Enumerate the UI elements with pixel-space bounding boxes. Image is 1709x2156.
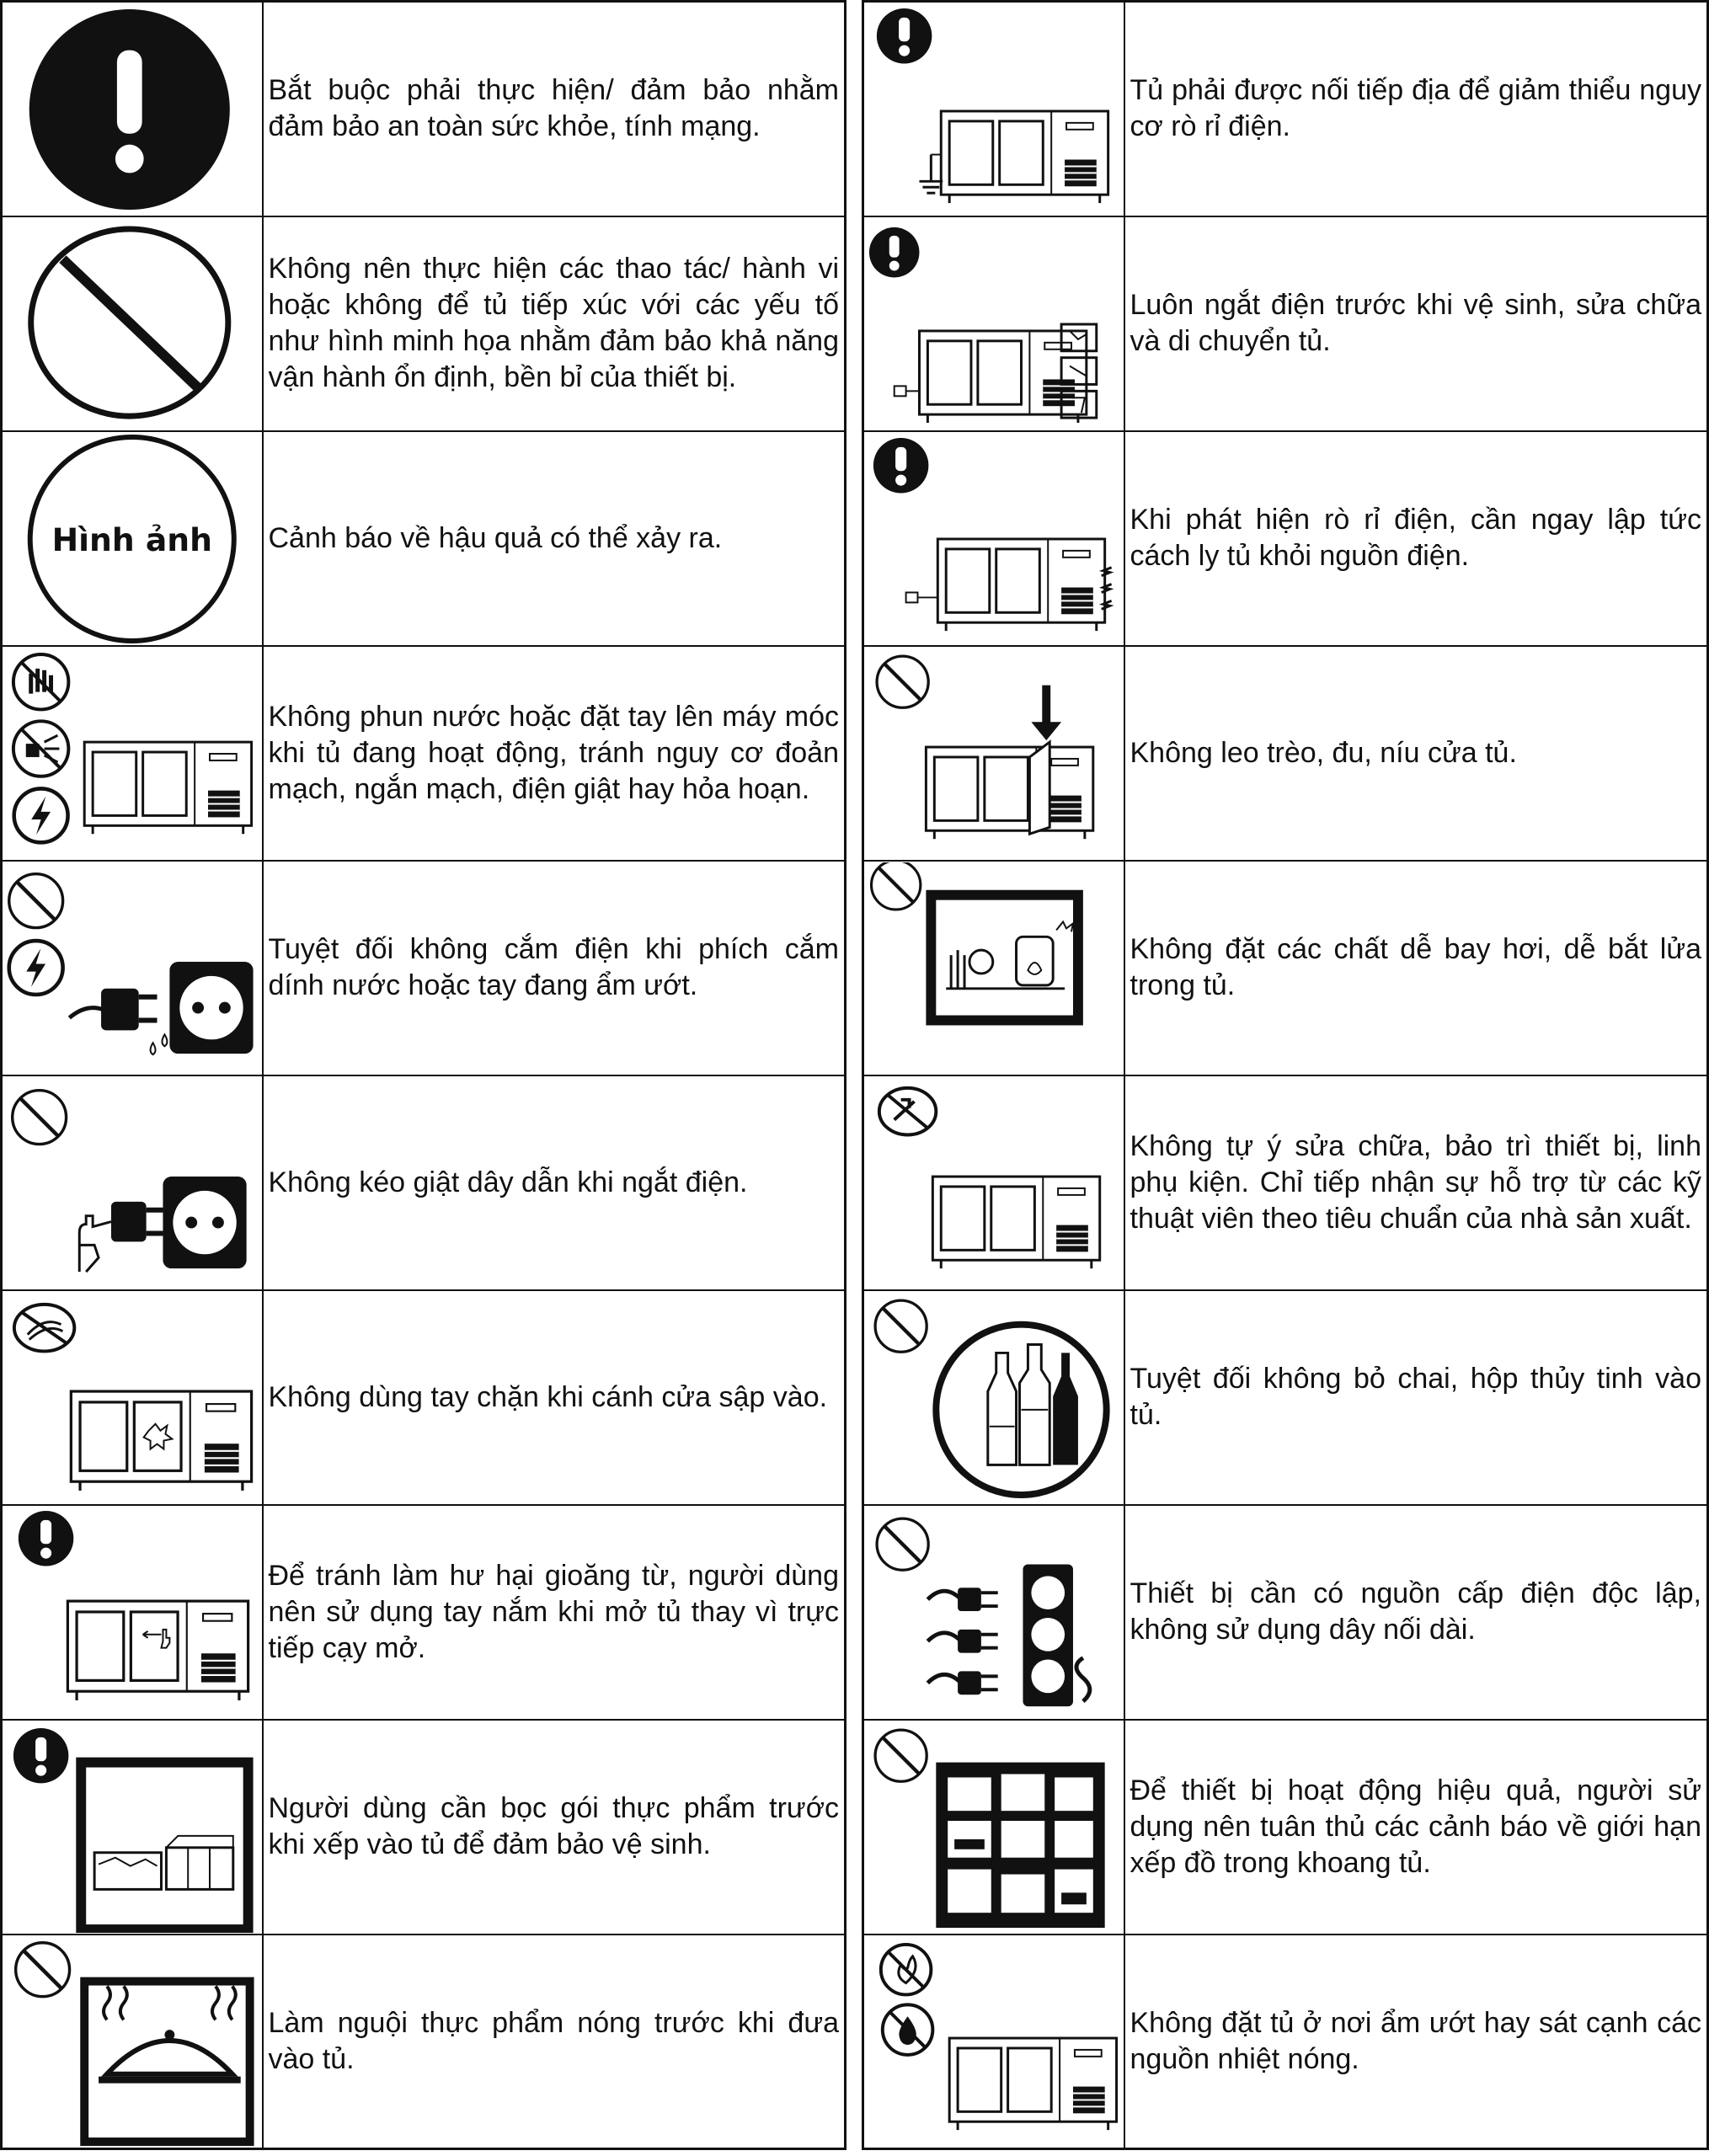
safety-row [863,1505,1708,1720]
safety-description: Tuyệt đối không cắm điện khi phích cắm dính nước hoặc tay đang ẩm ướt. [268,933,839,1001]
safety-description: Không leo trèo, đu, níu cửa tủ. [1130,736,1517,769]
icon-cell [2,2,263,216]
icon-cell [2,1720,263,1935]
text-cell [263,646,846,861]
safety-row [2,1720,846,1935]
unplug-maintenance-icon [864,218,1124,430]
safety-row [863,431,1708,646]
safety-row [2,1075,846,1290]
mandatory-icon [3,3,262,215]
safety-description: Không dùng tay chặn khi cánh cửa sập vào. [268,1380,828,1413]
text-cell [263,431,846,646]
icon-cell [2,861,263,1075]
safety-description: Để tránh làm hư hại gioăng từ, người dùng nên sử dụng tay nắm khi mở tủ thay vì trực tiếp cạy mở. [268,1559,839,1664]
door-handle-icon [3,1507,262,1718]
safety-row [2,216,846,431]
safety-row [863,216,1708,431]
grounding-icon [864,3,1124,215]
safety-row [863,1075,1708,1290]
pull-cord-icon [3,1077,262,1289]
icon-cell [863,1720,1124,1935]
safety-row [2,1935,846,2149]
text-cell [1124,1290,1708,1505]
safety-description: Luôn ngắt điện trước khi vệ sinh, sửa chữa và di chuyển tủ. [1130,289,1701,357]
text-cell [263,216,846,431]
safety-description: Bắt buộc phải thực hiện/ đảm bảo nhằm đảm bảo an toàn sức khỏe, tính mạng. [268,74,839,143]
icon-cell [863,2,1124,216]
safety-description: Làm nguội thực phẩm nóng trước khi đưa vào tủ. [268,2006,839,2075]
icon-cell [863,216,1124,431]
safety-description: Người dùng cần bọc gói thực phẩm trước khi xếp vào tủ để đảm bảo vệ sinh. [268,1792,839,1860]
wrap-food-icon [3,1721,262,1933]
right-safety-table [862,0,1709,2150]
safety-row [863,1720,1708,1935]
safety-description: Thiết bị cần có nguồn cấp điện độc lập, không sử dụng dây nối dài. [1130,1577,1701,1646]
icon-cell [863,646,1124,861]
icon-cell [863,861,1124,1075]
safety-description: Không đặt tủ ở nơi ẩm ướt hay sát cạnh các nguồn nhiệt nóng. [1130,2006,1701,2075]
no-water-spray-icon [3,648,262,859]
text-cell [263,1935,846,2149]
text-cell [1124,1075,1708,1290]
safety-row [2,431,846,646]
leakage-icon [864,433,1124,644]
text-cell [263,1720,846,1935]
text-cell [1124,216,1708,431]
icon-cell [2,1505,263,1720]
text-cell [1124,646,1708,861]
storage-limit-icon [864,1721,1124,1933]
safety-row [2,1505,846,1720]
hot-food-icon [3,1935,262,2147]
text-cell [1124,1720,1708,1935]
text-cell [263,2,846,216]
safety-description: Khi phát hiện rò rỉ điện, cần ngay lập tức cách ly tủ khỏi nguồn điện. [1130,504,1701,572]
text-cell [1124,1935,1708,2149]
safety-row [2,1290,846,1505]
safety-row [863,646,1708,861]
icon-cell [863,1290,1124,1505]
text-cell [1124,1505,1708,1720]
door-hand-icon [3,1292,262,1503]
safety-row [2,646,846,861]
safety-description: Không nên thực hiện các thao tác/ hành vi hoặc không để tủ tiếp xúc với các yếu tố như hình minh họa nhằm đảm bảo khả năng vận hành ổn định, bền bỉ của thiết bị. [268,253,839,393]
text-cell [263,1075,846,1290]
power-strip-icon [864,1507,1124,1718]
safety-description: Không tự ý sửa chữa, bảo trì thiết bị, linh phụ kiện. Chỉ tiếp nhận sự hỗ trợ từ các kỹ thuật viên theo tiêu chuẩn của nhà sản xuất. [1130,1129,1701,1235]
icon-cell [2,216,263,431]
safety-description: Để thiết bị hoạt động hiệu quả, người sử dụng nên tuân thủ các cảnh báo về giới hạn xếp đồ trong khoang tủ. [1130,1774,1701,1879]
picture-warning-label: Hình ảnh [51,520,212,558]
safety-row [863,1290,1708,1505]
icon-cell [2,1935,263,2149]
icon-cell [863,1505,1124,1720]
text-cell [1124,431,1708,646]
glass-bottles-icon [864,1292,1124,1503]
safety-description: Tủ phải được nối tiếp địa để giảm thiểu nguy cơ rò rỉ điện. [1130,74,1701,143]
safety-row [863,1935,1708,2149]
text-cell [1124,2,1708,216]
icon-cell [863,1075,1124,1290]
no-climbing-icon [864,648,1124,859]
icon-cell [2,1290,263,1505]
icon-cell [2,431,263,646]
safety-description: Cảnh báo về hậu quả có thể xảy ra. [268,521,723,554]
left-safety-table [0,0,846,2150]
no-heat-moisture-icon [864,1935,1124,2147]
safety-row [863,861,1708,1075]
safety-description: Tuyệt đối không bỏ chai, hộp thủy tinh vào tủ. [1130,1363,1701,1431]
text-cell [263,1290,846,1505]
icon-cell [863,431,1124,646]
no-self-repair-icon [864,1077,1124,1289]
wet-plug-icon [3,862,262,1074]
text-cell [1124,861,1708,1075]
safety-description: Không phun nước hoặc đặt tay lên máy móc khi tủ đang hoạt động, tránh nguy cơ đoản mạch, ngắn mạch, điện giật hay hỏa hoạn. [268,700,839,805]
prohibited-icon [3,218,262,430]
icon-cell [2,1075,263,1290]
safety-row [863,2,1708,216]
flammable-icon [864,862,1124,1074]
safety-row [2,2,846,216]
icon-cell [863,1935,1124,2149]
icon-cell [2,646,263,861]
safety-description: Không kéo giật dây dẫn khi ngắt điện. [268,1166,748,1198]
safety-description: Không đặt các chất dễ bay hơi, dễ bắt lửa trong tủ. [1130,933,1701,1001]
picture-warning-icon [3,433,262,644]
text-cell [263,861,846,1075]
safety-row [2,861,846,1075]
text-cell [263,1505,846,1720]
